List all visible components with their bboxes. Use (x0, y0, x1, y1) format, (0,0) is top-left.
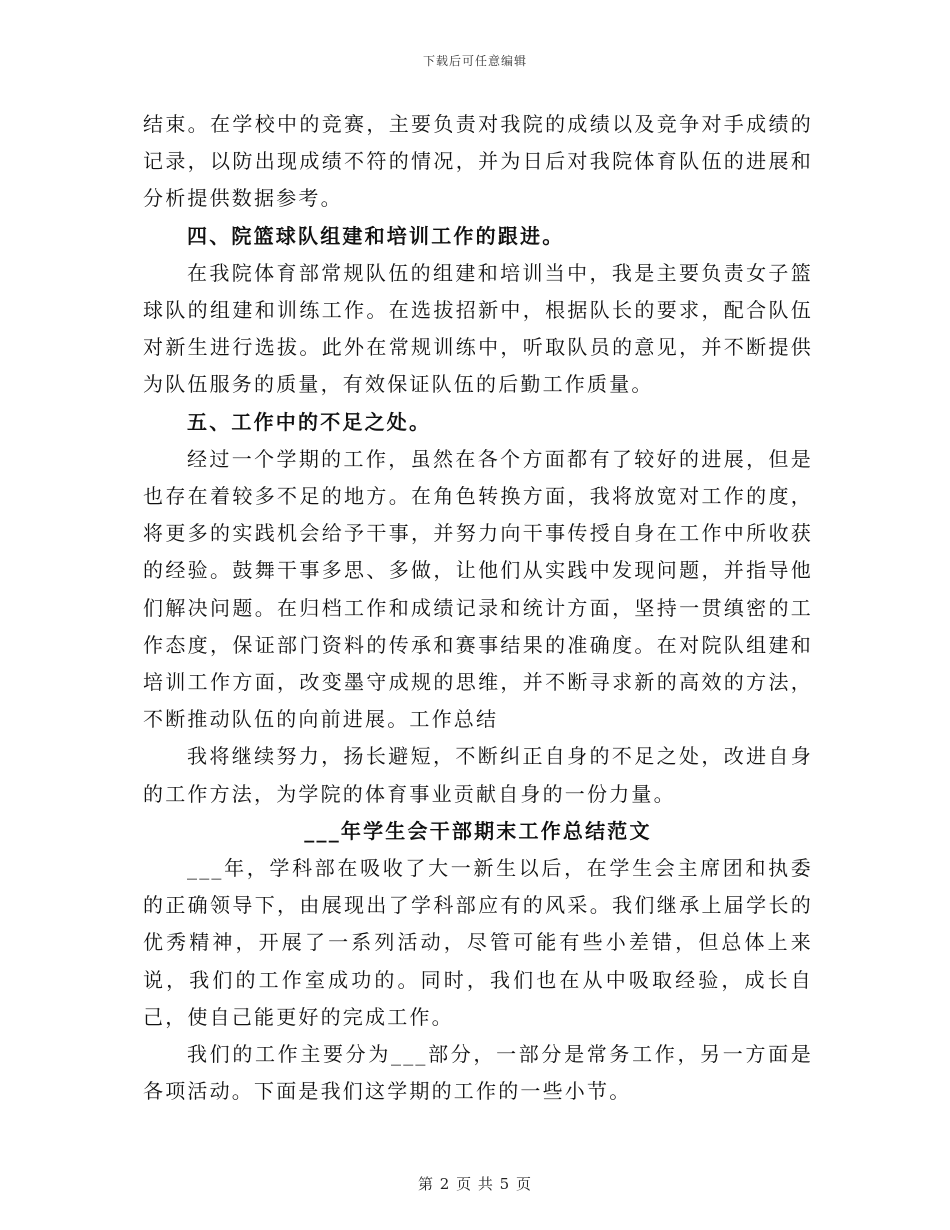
paragraph-intro: ___年，学科部在吸收了大一新生以后，在学生会主席团和执委的正确领导下，由展现出了学科部应有的风采。我们继承上届学长的优秀精神，开展了一系列活动，尽管可能有些小差错，但总体上来说，我们的工作室成功的。同时，我们也在从中吸取经验，成长自己，使自己能更好的完成工作。 (143, 856, 813, 1029)
page-footer: 第 2 页 共 5 页 (418, 1175, 532, 1193)
section-heading-5: 五、工作中的不足之处。 (187, 409, 432, 434)
paragraph-shortcomings: 经过一个学期的工作，虽然在各个方面都有了较好的进展，但是也存在着较多不足的地方。在角色转换方面，我将放宽对工作的度，将更多的实践机会给予干事，并努力向干事传授自身在工作中所收获的经验。鼓舞干事多思、多做，让他们从实践中发现问题，并指导他们解决问题。在归档工作和成绩记录和统计方面，坚持一贯缜密的工作态度，保证部门资料的传承和赛事结果的准确度。在对院队组建和培训工作方面，改变墨守成规的思维，并不断寻求新的高效的方法，不断推动队伍的向前进展。工作总结 (143, 446, 813, 732)
page-header: 下载后可任意编辑 (422, 54, 527, 68)
section-heading-4: 四、院篮球队组建和培训工作的跟进。 (187, 223, 565, 248)
paragraph-conclusion: 我将继续努力，扬长避短，不断纠正自身的不足之处，改进自身的工作方法，为学院的体育事业贡献自身的一份力量。 (143, 744, 813, 806)
paragraph-results-record: 结束。在学校中的竞赛，主要负责对我院的成绩以及竞争对手成绩的记录，以防出现成绩不符的情况，并为日后对我院体育队伍的进展和分析提供数据参考。 (143, 112, 813, 211)
article-title: ___年学生会干部期末工作总结范文 (304, 818, 652, 843)
paragraph-work-parts: 我们的工作主要分为___部分，一部分是常务工作，另一方面是各项活动。下面是我们这学期的工作的一些小节。 (143, 1042, 813, 1104)
paragraph-basketball-team: 在我院体育部常规队伍的组建和培训当中，我是主要负责女子篮球队的组建和训练工作。在选拔招新中，根据队长的要求，配合队伍对新生进行选拔。此外在常规训练中，听取队员的意见，并不断提供为队伍服务的质量，有效保证队伍的后勤工作质量。 (143, 260, 813, 397)
document-body (143, 106, 813, 1110)
